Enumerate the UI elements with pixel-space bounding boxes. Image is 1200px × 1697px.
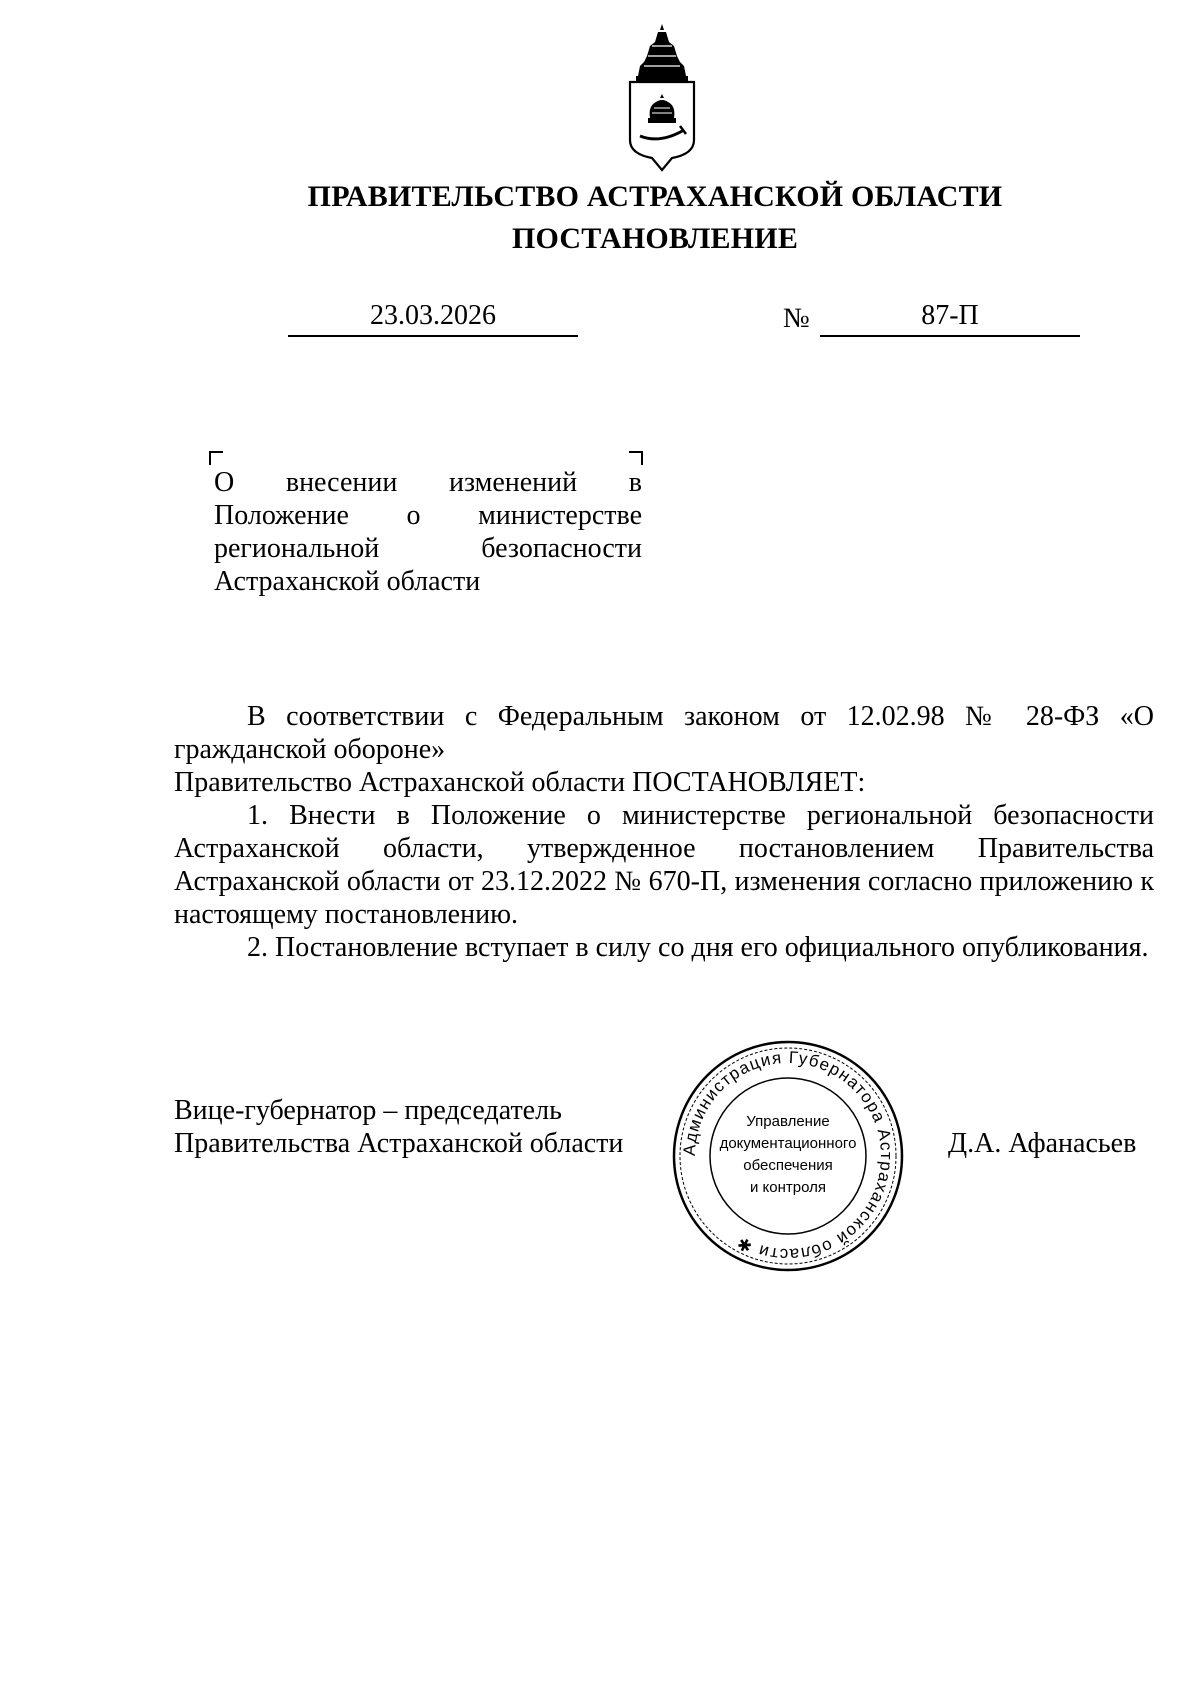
body-item-1: 1. Внести в Положение о министерстве региональной безопасности Астраханской области, утвержденное постановлением Правительства Астраханской области от 23.12.2022 № 670-П, изменения согласно приложению к настоящему постановлению. — [174, 800, 1154, 930]
stamp-line-1: Управление — [746, 1113, 830, 1130]
body-resolves: Правительство Астраханской области ПОСТАНОВЛЯЕТ: — [174, 767, 866, 798]
subject-corner-left — [209, 451, 223, 465]
stamp-ring-text: Администрация Губернатора Астраханской области ✱ — [679, 1047, 897, 1265]
signer-name: Д.А. Афанасьев — [948, 1128, 1137, 1159]
subject-corner-right — [629, 451, 643, 465]
body-intro: В соответствии с Федеральным законом от 12.02.98 № 28-ФЗ «О гражданской обороне» — [174, 701, 1154, 765]
document-number: 87-П — [820, 297, 1080, 337]
signer-position — [174, 1094, 623, 1160]
number-sign: № — [783, 303, 810, 334]
stamp-line-4: и контроля — [749, 1179, 827, 1196]
official-stamp — [670, 1038, 906, 1274]
body-item-2: 2. Постановление вступает в силу со дня его официального опубликования. — [247, 932, 1149, 963]
document-body — [174, 700, 1154, 964]
document-subject: О внесении изменений в Положение о министерстве региональной безопасности Астраханской области — [214, 467, 642, 597]
stamp-line-2: документационного — [719, 1135, 857, 1152]
document-type-title: ПОСТАНОВЛЕНИЕ — [511, 222, 799, 255]
document-date: 23.03.2026 — [288, 297, 578, 337]
signer-position-line1: Вице-губернатор – председатель — [174, 1095, 562, 1126]
government-title: ПРАВИТЕЛЬСТВО АСТРАХАНСКОЙ ОБЛАСТИ — [307, 180, 1003, 213]
signer-position-line2: Правительства Астраханской области — [174, 1128, 624, 1159]
stamp-line-3: обеспечения — [743, 1157, 833, 1174]
coat-of-arms-icon — [622, 22, 702, 172]
